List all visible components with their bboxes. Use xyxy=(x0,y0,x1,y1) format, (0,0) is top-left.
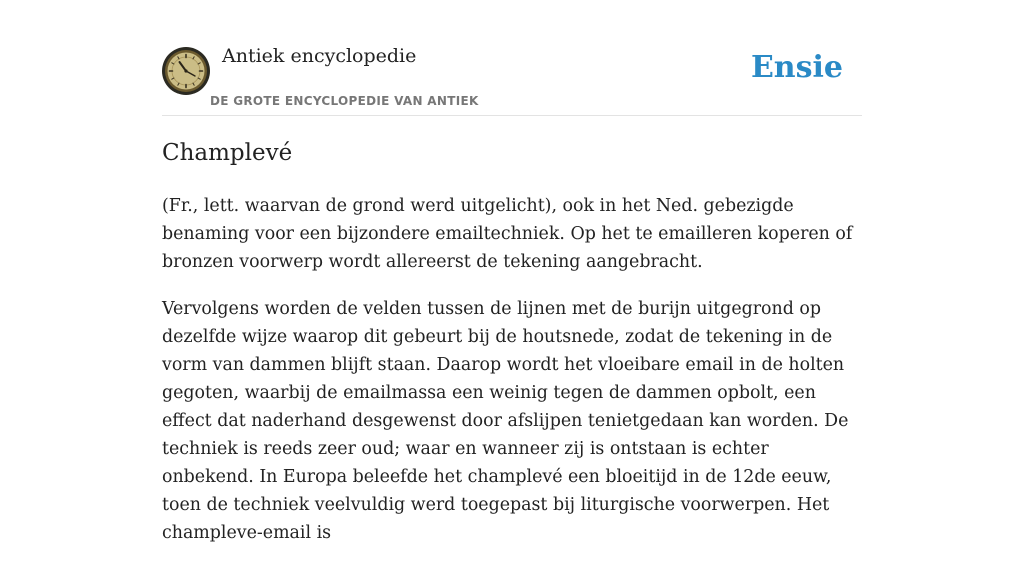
article-paragraph: (Fr., lett. waarvan de grond werd uitgelicht), ook in het Ned. gebezigde benaming voor een bijzondere emailtechniek. Op het te emailleren koperen of bronzen voorwerp wordt allereerst de tekening aangebracht. xyxy=(162,196,853,272)
site-name[interactable]: Antiek encyclopedie xyxy=(222,45,417,67)
ensie-brand-link[interactable]: Ensie xyxy=(750,50,843,85)
article-paragraph: Vervolgens worden de velden tussen de lijnen met de burijn uitgegrond op dezelfde wijze waarop dit gebeurt bij de houtsnede, zodat de tekening in de vorm van dammen blijft staan. Daarop wordt het vloeibare email in de holten gegoten, waarbij de emailmassa een weinig tegen de dammen opbolt, een effect dat naderhand desgewenst door afslijpen tenietgedaan kan worden. De techniek is reeds zeer oud; waar en wanneer zij is ontstaan is echter onbekend. In Europa beleefde het champlevé een bloeitijd in de 12de eeuw, toen de techniek veelvuldig werd toegepast bij liturgische voorwerpen. Het champleve-email is xyxy=(162,299,849,543)
clock-icon[interactable] xyxy=(162,47,210,95)
article-body xyxy=(162,192,862,566)
site-header xyxy=(162,0,862,116)
content-container xyxy=(162,0,862,543)
site-subtitle: DE GROTE ENCYCLOPEDIE VAN ANTIEK xyxy=(210,94,479,108)
article-title: Champlevé xyxy=(162,140,293,166)
